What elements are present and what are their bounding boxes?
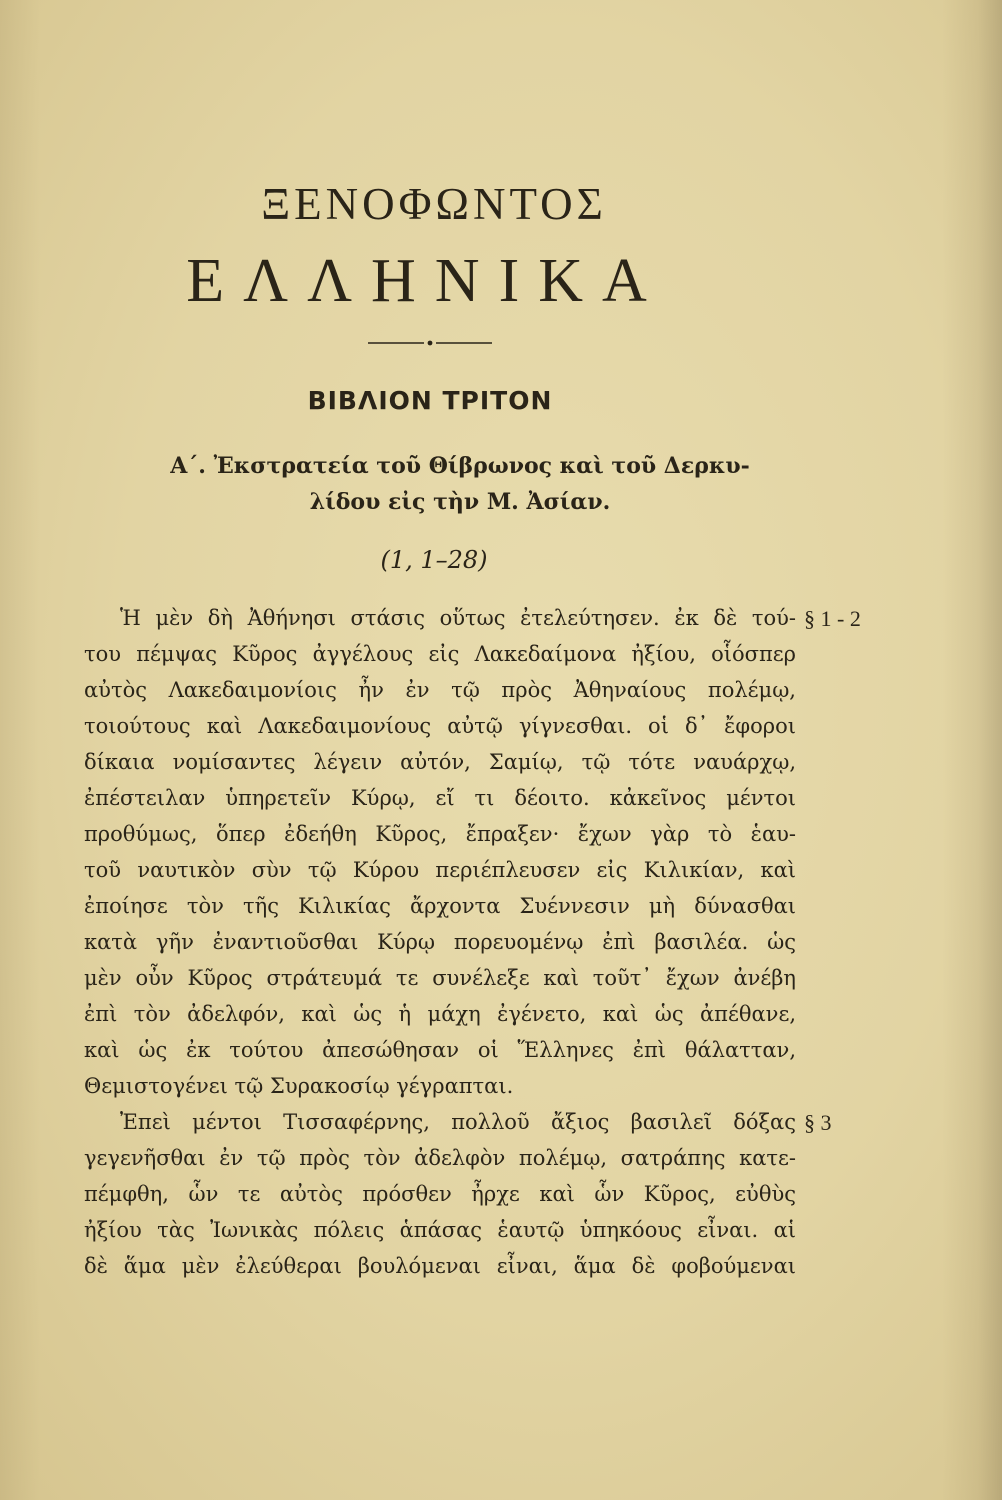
section-heading-line-2: λίδου εἰς τὴν Μ. Ἀσίαν. [309, 489, 611, 515]
text-line: προθύμως, ὅπερ ἐδεήθη Κῦρος, ἔπραξεν· ἔχων γὰρ τὸ ἑαυ- [84, 822, 796, 846]
text-line: ἐποίησε τὸν τῆς Κιλικίας ἄρχοντα Συέννεσιν μὴ δύνασθαι [84, 894, 796, 918]
text-line: Ἡ μὲν δὴ Ἀθήνησι στάσις οὕτως ἐτελεύτησεν. ἐκ δὲ τού- [120, 606, 796, 630]
section-heading [120, 448, 800, 520]
page-shadow-right [942, 0, 1002, 1500]
text-line: δίκαια νομίσαντες λέγειν αὐτόν, Σαμίῳ, τῷ τότε ναυάρχῳ, [84, 750, 796, 774]
text-line: τοῦ ναυτικὸν σὺν τῷ Κύρου περιέπλευσεν εἰς Κιλικίαν, καὶ [84, 858, 796, 882]
text-line: Ἐπεὶ μέντοι Τισσαφέρνης, πολλοῦ ἄξιος βασιλεῖ δόξας [120, 1110, 796, 1134]
marginal-note-2: § 3 [804, 1110, 832, 1135]
text-line: ἠξίου τὰς Ἰωνικὰς πόλεις ἁπάσας ἑαυτῷ ὑπηκόους εἶναι. αἱ [84, 1218, 796, 1242]
text-line: ἐπέστειλαν ὑπηρετεῖν Κύρῳ, εἴ τι δέοιτο. κἀκεῖνος μέντοι [84, 786, 796, 810]
text-line: ἐπὶ τὸν ἀδελφόν, καὶ ὡς ἡ μάχη ἐγένετο, καὶ ὡς ἀπέθανε, [84, 1002, 796, 1026]
text-line: γεγενῆσθαι ἐν τῷ πρὸς τὸν ἀδελφὸν πολέμῳ, σατράπης κατε- [84, 1146, 796, 1170]
work-title: ΕΛΛΗΝΙΚΑ [186, 247, 666, 315]
book-title: ΒΙΒΛΙΟΝ ΤΡΙΤΟΝ [307, 386, 553, 415]
text-line: τοιούτους καὶ Λακεδαιμονίους αὐτῷ γίγνεσθαι. οἱ δ᾽ ἔφοροι [84, 714, 796, 738]
text-line: μὲν οὖν Κῦρος στράτευμά τε συνέλεξε καὶ τοῦτ᾽ ἔχων ἀνέβη [84, 966, 796, 990]
marginal-note-1: § 1 - 2 [804, 606, 861, 631]
section-range: (1, 1–28) [380, 546, 488, 574]
author-heading: ΞΕΝΟΦΩΝΤΟΣ [261, 179, 607, 229]
text-line: Θεμιστογένει τῷ Συρακοσίῳ γέγραπται. [84, 1074, 514, 1098]
text-line: αὐτὸς Λακεδαιμονίοις ἦν ἐν τῷ πρὸς Ἀθηναίους πολέμῳ, [84, 678, 796, 702]
section-heading-line-1: Α΄. Ἐκστρατεία τοῦ Θίβρωνος καὶ τοῦ Δερκυ- [170, 453, 750, 479]
text-line: πέμφθη, ὧν τε αὐτὸς πρόσθεν ἦρχε καὶ ὧν Κῦρος, εὐθὺς [84, 1182, 796, 1206]
body-text [84, 600, 796, 1284]
ornament-rule [368, 340, 492, 346]
text-line: δὲ ἅμα μὲν ἐλεύθεραι βουλόμεναι εἶναι, ἅμα δὲ φοβούμεναι [84, 1254, 796, 1278]
text-line: κατὰ γῆν ἐναντιοῦσθαι Κύρῳ πορευομένῳ ἐπὶ βασιλέα. ὡς [84, 930, 796, 954]
text-line: καὶ ὡς ἐκ τούτου ἀπεσώθησαν οἱ Ἕλληνες ἐπὶ θάλατταν, [84, 1038, 796, 1062]
text-line: του πέμψας Κῦρος ἀγγέλους εἰς Λακεδαίμονα ἠξίου, οἷόσπερ [84, 642, 796, 666]
